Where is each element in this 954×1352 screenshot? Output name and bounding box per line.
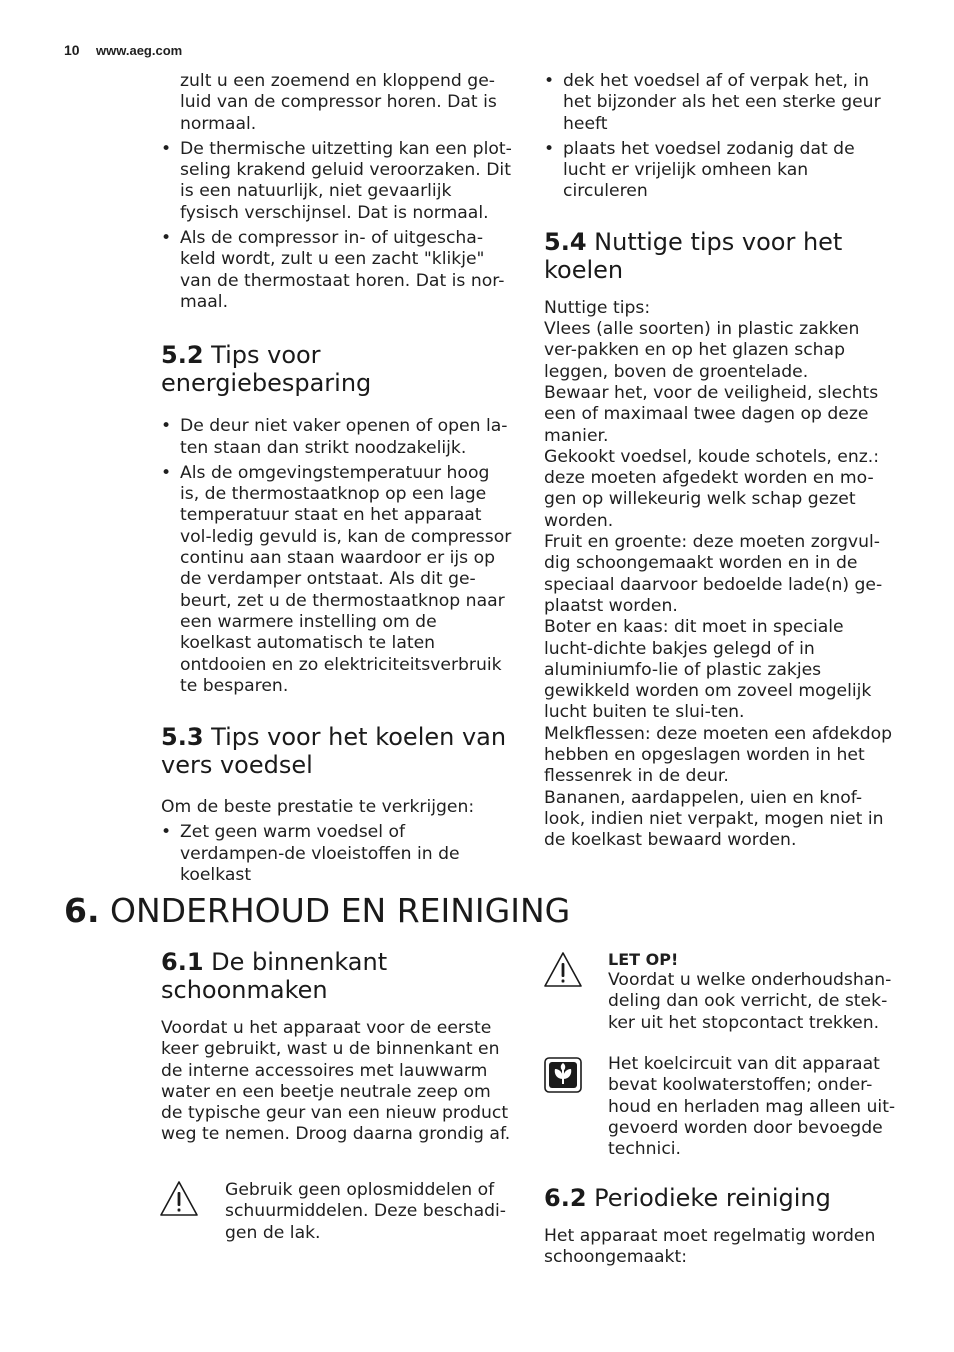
paragraph: Boter en kaas: dit moet in speciale lucht-dichte bakjes gelegd of in aluminiumfo-lie of plastic zakjes gewikkeld worden om zoveel mogelijk lucht buiten te slui-ten. xyxy=(544,617,872,723)
intro-paragraph: zult u een zoemend en kloppend ge-luid van de compressor horen. Dat is normaal. xyxy=(180,71,497,134)
section-intro: Om de beste prestatie te verkrijgen: xyxy=(161,797,475,818)
section-title: Tips voor energiebesparing xyxy=(161,341,372,398)
section-number: 5.4 xyxy=(544,227,587,256)
left-column-upper xyxy=(161,71,513,890)
left-column-lower xyxy=(161,948,513,1146)
section-heading-5-3 xyxy=(161,723,513,779)
list-item: • De deur niet vaker openen of open la-ten staan dan strikt noodzakelijk. xyxy=(161,416,513,459)
section-number: 6.2 xyxy=(544,1184,587,1212)
chapter-heading xyxy=(64,892,894,930)
warning-icon xyxy=(543,951,583,989)
paragraph: Vlees (alle soorten) in plastic zakken ver-pakken en op het glazen schap leggen, boven de groentelade. xyxy=(544,319,860,382)
cleaning-instructions: Voordat u het apparaat voor de eerste keer gebruikt, wast u de binnenkant en de interne accessoires met lauwwarm water en een beetje neutrale zeep om de typische geur van een nieuw product weg te nemen. Droog daarna grondig af. xyxy=(161,1018,511,1145)
caution-text: Voordat u welke onderhoudshan-deling dan ook verricht, de stek-ker uit het stopcontact trekken. xyxy=(608,970,892,1033)
section-number: 6.1 xyxy=(161,948,204,976)
paragraph: Fruit en groente: deze moeten zorgvul-dig schoongemaakt worden en in de speciaal daarvoor bedoelde lade(n) ge-plaatst worden. xyxy=(544,532,883,616)
paragraph: Melkflessen: deze moeten een afdekdop hebben en opgeslagen worden in het flessenrek in de deur. xyxy=(544,723,893,787)
section-6-2 xyxy=(544,1184,896,1269)
list-item: • Als de omgevingstemperatuur hoog is, de thermostaatknop op een lage temperatuur staat en het apparaat vol-ledig gevuld is, kan de compressor continu aan staan waardoor er ijs op de verdamper ontstaat. Als dit ge-beurt, zet u de thermostaatknop naar een warmere instelling om de koelkast automatisch te laten ontdooien en zo elektriciteitsverbruik te besparen. xyxy=(161,463,513,697)
website-url: www.aeg.com xyxy=(96,43,183,58)
useful-tips-text xyxy=(544,298,896,852)
section-heading-5-4 xyxy=(544,228,896,284)
list-item: • Als de compressor in- of uitgescha-keld wordt, zult u een zacht "klikje" van de thermostaat horen. Dat is nor-maal. xyxy=(161,228,513,313)
section-heading-6-2 xyxy=(544,1184,896,1212)
list-item: • Zet geen warm voedsel of verdampen-de vloeistoffen in de koelkast xyxy=(161,822,513,886)
section-title: Tips voor het koelen van vers voedsel xyxy=(161,723,507,780)
section-number: 5.3 xyxy=(161,723,204,752)
list-item: • dek het voedsel af of verpak het, in het bijzonder als het een sterke geur heeft xyxy=(544,71,896,135)
chapter-title: ONDERHOUD EN REINIGING xyxy=(110,891,571,930)
page-number: 10 xyxy=(64,42,80,58)
section-title: Periodieke reiniging xyxy=(594,1184,831,1212)
food-tips-list xyxy=(544,71,896,203)
fresh-food-tips-list xyxy=(161,822,513,886)
paragraph: Bewaar het, voor de veiligheid, slechts een of maximaal twee dagen op deze manier. xyxy=(544,382,879,446)
refrigerant-note: Het koelcircuit van dit apparaat bevat koolwaterstoffen; onder-houd en herladen mag alleen uit-gevoerd worden door bevoegde technici. xyxy=(608,1054,896,1160)
caution-block xyxy=(608,950,898,1034)
section-title: Nuttige tips voor het koelen xyxy=(544,227,843,284)
warning-icon xyxy=(159,1180,199,1218)
paragraph: Bananen, aardappelen, uien en knof-look, indien niet verpakt, mogen niet in de koelkast bewaard worden. xyxy=(544,787,884,851)
solvent-warning-text: Gebruik geen oplosmiddelen of schuurmiddelen. Deze beschadi-gen de lak. xyxy=(225,1180,507,1243)
intro-bullet-list xyxy=(161,139,513,313)
section-number: 5.2 xyxy=(161,341,204,370)
environment-icon xyxy=(544,1057,582,1093)
periodic-cleaning-text: Het apparaat moet regelmatig worden schoongemaakt: xyxy=(544,1226,876,1268)
section-heading-5-2 xyxy=(161,341,513,397)
right-column-upper xyxy=(544,71,896,852)
energy-tips-list xyxy=(161,416,513,697)
section-title: De binnenkant schoonmaken xyxy=(161,948,388,1004)
paragraph: Nuttige tips: xyxy=(544,297,651,318)
chapter-number: 6. xyxy=(64,891,100,930)
list-item: • De thermische uitzetting kan een plot-seling krakend geluid veroorzaken. Dit is een natuurlijk, niet gevaarlijk fysisch verschijnsel. Dat is normaal. xyxy=(161,139,513,224)
paragraph: Gekookt voedsel, koude schotels, enz.: deze moeten afgedekt worden en mo-gen op willekeurig welk schap gezet worden. xyxy=(544,446,880,531)
section-heading-6-1 xyxy=(161,948,513,1004)
list-item: • plaats het voedsel zodanig dat de lucht er vrijelijk omheen kan circuleren xyxy=(544,139,896,203)
caution-title: LET OP! xyxy=(608,950,679,969)
